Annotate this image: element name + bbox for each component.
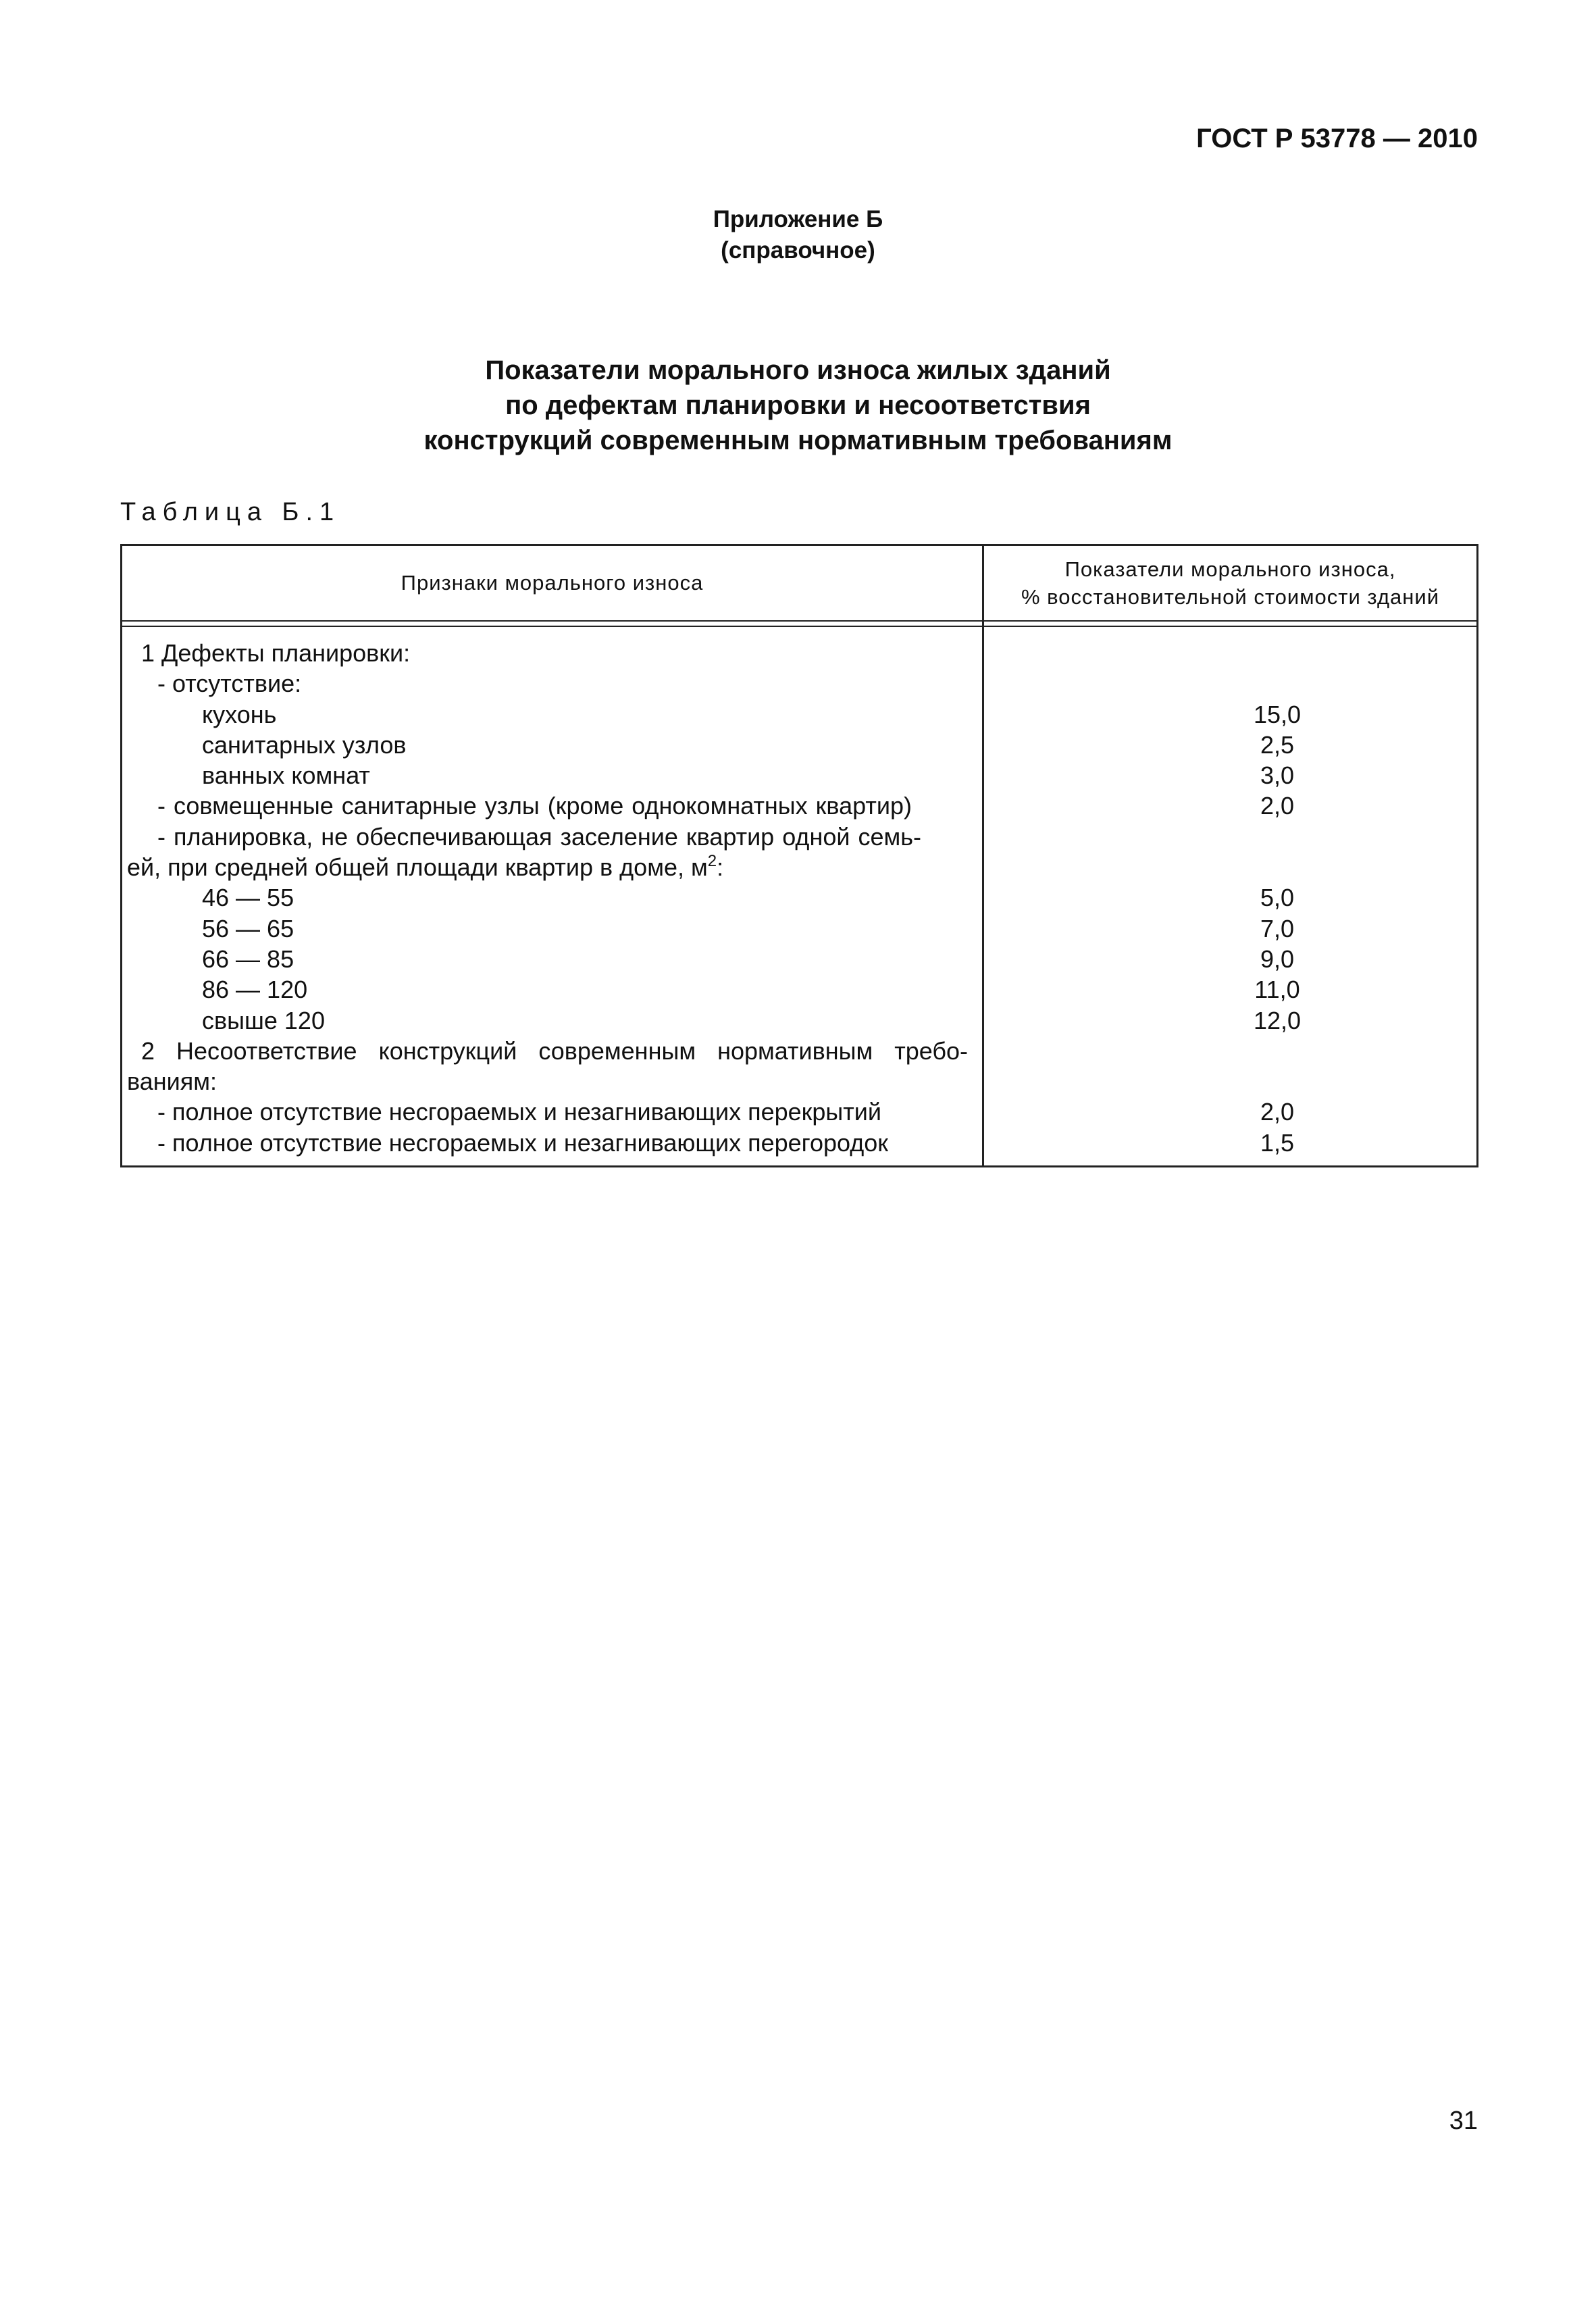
table-row (122, 730, 1476, 760)
appendix-subtitle: (справочное) (721, 237, 875, 263)
table-row (122, 760, 1476, 790)
row-value: 2,0 (1260, 1098, 1295, 1126)
table-row (122, 668, 1476, 699)
column-header-indicators (984, 546, 1476, 620)
document-code: ГОСТ Р 53778 — 2010 (1196, 124, 1478, 153)
row-text: кухонь (202, 700, 277, 728)
table-row (122, 822, 1476, 852)
table-label: Таблица Б.1 (120, 498, 341, 526)
row-text: 46 — 55 (202, 884, 294, 912)
row-value: 3,0 (1260, 761, 1295, 790)
row-value: 7,0 (1260, 914, 1295, 942)
row-text: - совмещенные санитарные узлы (кроме однокомнатных квартир) (157, 792, 912, 820)
table-body (122, 638, 1476, 1158)
row-text: ванных комнат (202, 761, 370, 790)
column-header-indicators-line-1: Показатели морального износа, (1064, 557, 1396, 581)
table-row (122, 882, 1476, 913)
data-table (120, 544, 1478, 1167)
table-row (122, 1036, 1476, 1066)
heading-line-1: Показатели морального износа жилых зданий (485, 355, 1111, 385)
row-value: 12,0 (1253, 1006, 1302, 1034)
table-row (122, 1005, 1476, 1036)
heading-line-3: конструкций современным нормативным требованиям (423, 426, 1173, 455)
row-text: 2 Несоответствие конструкций современным нормативным требо- (141, 1036, 968, 1065)
row-text: - полное отсутствие несгораемых и незагнивающих перекрытий (157, 1098, 882, 1126)
table-row (122, 944, 1476, 974)
row-text: - планировка, не обеспечивающая заселение квартир одной семь- (157, 822, 921, 851)
row-value: 1,5 (1260, 1128, 1295, 1157)
row-value: 15,0 (1253, 700, 1302, 728)
heading-line-2: по дефектам планировки и несоответствия (505, 391, 1091, 420)
column-header-signs: Признаки морального износа (401, 571, 704, 595)
table-row (122, 1066, 1476, 1097)
column-header-indicators-line-2: % восстановительной стоимости зданий (1021, 585, 1440, 609)
row-text: 1 Дефекты планировки: (141, 639, 411, 667)
superscript: 2 (707, 852, 717, 871)
row-text-main: ей, при средней общей площади квартир в доме, м (127, 853, 708, 882)
table-row (122, 638, 1476, 668)
row-value: 2,0 (1260, 792, 1295, 820)
row-text (127, 852, 723, 882)
row-text: свыше 120 (202, 1006, 325, 1034)
table-row (122, 1097, 1476, 1127)
row-text: - полное отсутствие несгораемых и незагнивающих перегородок (157, 1128, 889, 1157)
appendix-title: Приложение Б (713, 206, 883, 232)
row-text: санитарных узлов (202, 730, 407, 759)
row-value: 2,5 (1260, 730, 1295, 759)
table-row (122, 974, 1476, 1005)
header-separator-double (122, 626, 1476, 627)
table-row (122, 1128, 1476, 1158)
page-number: 31 (1449, 2107, 1478, 2135)
header-separator (122, 620, 1476, 622)
row-text: 86 — 120 (202, 976, 308, 1004)
row-text: - отсутствие: (157, 670, 302, 698)
appendix-block (0, 204, 1596, 266)
table-row (122, 913, 1476, 944)
row-value: 11,0 (1254, 976, 1300, 1004)
table-row (122, 790, 1476, 821)
row-value: 5,0 (1260, 884, 1295, 912)
section-heading (0, 353, 1596, 458)
row-value: 9,0 (1260, 945, 1295, 973)
row-text: 56 — 65 (202, 914, 294, 942)
row-text-suffix: : (717, 853, 724, 882)
table-row (122, 699, 1476, 730)
row-text: ваниям: (127, 1067, 217, 1096)
table-row (122, 852, 1476, 882)
row-text: 66 — 85 (202, 945, 294, 973)
